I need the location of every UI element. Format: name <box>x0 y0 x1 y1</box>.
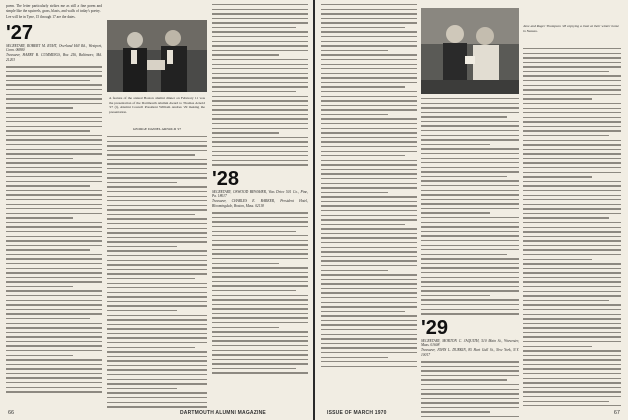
left-page-number: 66 <box>8 410 15 416</box>
couple-photo-icon <box>421 8 519 94</box>
class-28-heading: '28 <box>212 167 240 190</box>
left-page-column-1 <box>6 4 102 396</box>
class-29-heading: '29 <box>421 316 449 339</box>
right-page-column-2 <box>421 98 519 420</box>
award-presentation-photo-icon <box>107 20 207 92</box>
class-28-secretary: SECRETARY, OSWOOD BEWSHER, Vias Drive 501 Co., Pine, Pa. 18017 <box>212 189 308 199</box>
class-27-heading: '27 <box>6 21 34 44</box>
left-page <box>0 0 313 420</box>
left-page-column-3 <box>212 4 308 377</box>
thompson-nassau-caption: Jane and Roger Thompson '28 enjoying a treat at their winter home in Nassau. <box>523 24 619 33</box>
left-page-footer: DARTMOUTH ALUMNI MAGAZINE <box>180 410 266 416</box>
boston-dinner-caption-name: GEORGE DANIEL ARNOLD '27 <box>132 127 182 131</box>
class-27-body-text <box>6 66 102 392</box>
right-page-number: 67 <box>613 410 620 416</box>
right-page-column-3 <box>523 48 621 410</box>
class-28-treasurer: Treasurer, CHARLES E. BARKER, President Hotel, Bloomingdale, Boston, Mass. 02118 <box>212 199 308 208</box>
class-29-secretary: SECRETARY, MORTON C. JAQUITH, 510 Main St., Worcester, Mass. 01608 <box>421 338 519 348</box>
right-page <box>315 0 628 420</box>
right-page-footer: ISSUE OF MARCH 1970 <box>327 410 387 416</box>
boston-dinner-caption: A feature of the annual Boston alumni dinner on February 11 was the presentation of the Dartmouth Alumni Award to Thomas Arnold '27 (l), Alumni Council President William Andres '29 making the presentation. <box>109 96 205 114</box>
intro-paragraph-2: Lee will be in Tyne, 15 through 17 are the dates. <box>6 15 76 20</box>
class-29-body-text <box>421 361 519 420</box>
left-page-column-2 <box>107 136 207 411</box>
boston-dinner-photo <box>107 20 207 92</box>
right-page-column-1 <box>321 4 417 370</box>
class-28-body-text <box>212 212 308 374</box>
intro-paragraph: poem. The letter particularly strikes me as still a fine poem and simple like the squirrels, grass, blasts, and walls of today's poetry. <box>6 4 102 13</box>
class-27-treasurer: Treasurer, HARRY B. CUMMINGS, Box 256, Baltimore, Md. 21203 <box>6 52 102 62</box>
thompson-nassau-photo <box>421 8 519 94</box>
class-27-secretary: SECRETARY, ROBERT M. RUHT, Overland Hill Rd., Westport, Conn. 06880 <box>6 43 102 53</box>
class-29-treasurer: Treasurer, JOHN L. DURKIN, 85 Hart Gull St., New York, N.Y. 10017 <box>421 347 519 357</box>
